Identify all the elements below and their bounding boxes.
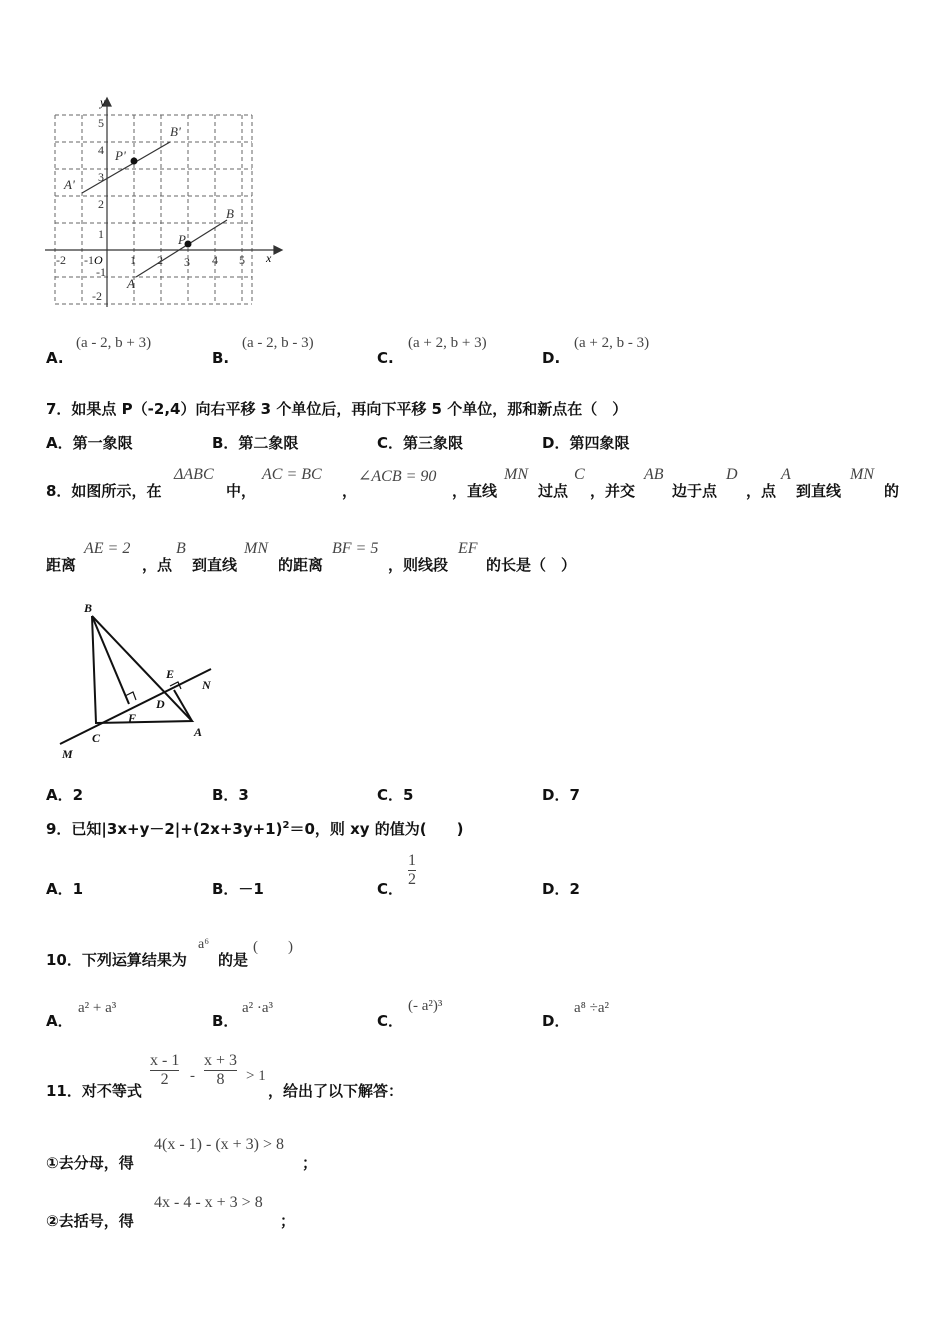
q10-option-d-expr: a⁸ ÷a² xyxy=(574,1000,610,1016)
x-tick: 4 xyxy=(212,253,218,267)
y-axis-label: y xyxy=(100,95,106,109)
y-tick: -2 xyxy=(92,289,102,303)
q11-step-label: ①去分母，得 xyxy=(46,1154,134,1172)
label-e: E xyxy=(166,667,175,681)
y-tick: 2 xyxy=(98,197,104,211)
q8-figure xyxy=(54,596,224,766)
q8-text: 中， xyxy=(226,482,257,500)
q8-option-b: B．3 xyxy=(212,786,249,804)
y-tick: 4 xyxy=(98,143,104,157)
q11-step-2 xyxy=(46,1194,926,1228)
x-tick-labels xyxy=(56,253,245,269)
q6-options xyxy=(46,335,926,367)
q10-option-d-letter: D． xyxy=(542,1012,570,1030)
point-p-prime-dot xyxy=(131,158,138,165)
q8-stem-line1 xyxy=(46,466,926,500)
label-a: A xyxy=(194,725,203,739)
q8-option-d: D．7 xyxy=(542,786,580,804)
q8-math: MN xyxy=(850,466,874,483)
q9-text: ＝0，则 xy 的值为( ) xyxy=(289,820,464,838)
q6-option-b-expr: (a - 2, b - 3) xyxy=(242,335,314,351)
q6-option-d-letter: D. xyxy=(542,349,561,367)
q7-option-c: C．第三象限 xyxy=(377,434,464,452)
q8-option-c: C．5 xyxy=(377,786,414,804)
q9-option-b: B．－1 xyxy=(212,880,264,898)
x-tick: 2 xyxy=(157,253,163,267)
denominator: 8 xyxy=(216,1071,225,1088)
denominator: 2 xyxy=(160,1071,169,1088)
label-a-prime: A' xyxy=(64,177,75,192)
q8-math: A xyxy=(781,466,791,483)
q8-text: 边于点 xyxy=(672,482,718,500)
q11-stem xyxy=(46,1052,926,1102)
label-c: C xyxy=(92,731,101,745)
x-tick: -2 xyxy=(56,253,66,267)
coordinate-figure xyxy=(40,92,290,322)
q8-text: ，直线 xyxy=(452,482,498,500)
q11-step-expr: 4(x - 1) - (x + 3) > 8 xyxy=(154,1136,285,1153)
q9-stem xyxy=(46,818,464,839)
q8-option-a: A．2 xyxy=(46,786,84,804)
q8-text: 的距离 xyxy=(278,556,324,574)
q10-math: a⁶ xyxy=(198,937,210,952)
q8-math: ΔABC xyxy=(174,466,214,483)
q11-minus: - xyxy=(190,1068,195,1084)
q8-math: MN xyxy=(244,540,268,557)
q10-math: ( ) xyxy=(253,939,293,955)
numerator: x - 1 xyxy=(150,1052,180,1069)
q8-text: ，则线段 xyxy=(388,556,449,574)
q7-options xyxy=(46,432,926,454)
q8-text: 过点 xyxy=(538,482,569,500)
q10-option-a-letter: A． xyxy=(46,1012,73,1030)
q7-option-d: D．第四象限 xyxy=(542,434,630,452)
x-tick: 5 xyxy=(239,253,245,267)
q7-option-a: A．第一象限 xyxy=(46,434,133,452)
q8-math: EF xyxy=(458,540,478,557)
label-b-prime: B' xyxy=(170,124,181,139)
q8-text: 到直线 xyxy=(796,482,842,500)
q10-option-c-letter: C． xyxy=(377,1012,404,1030)
q10-text: 的是 xyxy=(218,951,249,969)
q10-stem xyxy=(46,935,926,969)
q8-text: 到直线 xyxy=(192,556,238,574)
q11-text: 11．对不等式 xyxy=(46,1082,142,1100)
q8-math: B xyxy=(176,540,186,557)
q6-option-c-expr: (a + 2, b + 3) xyxy=(408,335,487,351)
q7-option-b: B．第二象限 xyxy=(212,434,299,452)
q9-options xyxy=(46,850,926,900)
denominator: 2 xyxy=(408,871,416,888)
q9-option-c-fraction xyxy=(408,852,416,889)
label-n: N xyxy=(202,678,211,692)
q8-text: ， xyxy=(342,482,358,500)
q11-step-label: ②去括号，得 xyxy=(46,1212,134,1230)
label-b: B xyxy=(84,601,93,615)
q11-step-end: ； xyxy=(302,1154,318,1172)
q8-options xyxy=(46,784,926,806)
x-tick: -1 xyxy=(84,253,94,267)
q7-stem: 7．如果点 P（-2,4）向右平移 3 个单位后，再向下平移 5 个单位，那和新点在（ ） xyxy=(46,400,628,418)
q8-point-labels xyxy=(61,601,212,761)
q8-math: D xyxy=(726,466,738,483)
q8-stem-line2 xyxy=(46,540,926,574)
q8-math: BF = 5 xyxy=(332,540,379,557)
y-tick: 5 xyxy=(98,116,104,130)
numerator: x + 3 xyxy=(204,1052,238,1069)
x-tick: 3 xyxy=(184,255,190,269)
q10-text: 10．下列运算结果为 xyxy=(46,951,187,969)
q9-text: 9．已知|3x+y－2|+(2x+3y+1) xyxy=(46,820,283,838)
numerator: 1 xyxy=(408,852,416,869)
q11-gt: > 1 xyxy=(246,1068,266,1084)
label-m: M xyxy=(62,747,73,761)
q11-step-1 xyxy=(46,1136,926,1170)
q10-options xyxy=(46,996,926,1030)
q8-text: 距离 xyxy=(46,556,77,574)
q9-exponent: 2 xyxy=(282,820,290,831)
q8-math: C xyxy=(574,466,585,483)
q8-text: ，点 xyxy=(746,482,777,500)
q9-option-a: A．1 xyxy=(46,880,84,898)
label-d: D xyxy=(156,697,165,711)
q11-step-end: ； xyxy=(280,1212,296,1230)
q9-option-c-letter: C． xyxy=(377,880,404,898)
q8-math: ∠ACB = 90 xyxy=(358,468,437,485)
q8-math: MN xyxy=(504,466,528,483)
q8-text: 的 xyxy=(884,482,900,500)
y-tick: -1 xyxy=(96,265,106,279)
q11-fraction-1 xyxy=(150,1052,179,1089)
q6-option-c-letter: C. xyxy=(377,349,394,367)
q10-option-b-letter: B． xyxy=(212,1012,239,1030)
label-f: F xyxy=(128,711,137,725)
q6-option-a-letter: A. xyxy=(46,349,64,367)
q11-fraction-2 xyxy=(204,1052,237,1089)
label-a: A xyxy=(127,276,135,291)
q11-step-expr: 4x - 4 - x + 3 > 8 xyxy=(154,1194,263,1211)
q10-option-c-expr: (- a²)³ xyxy=(408,998,443,1014)
q8-text: 的长是（ ） xyxy=(486,556,577,574)
q10-option-b-expr: a² ·a³ xyxy=(242,1000,274,1016)
q8-math: AB xyxy=(644,466,664,483)
q8-math: AC = BC xyxy=(262,466,322,483)
q8-math: AE = 2 xyxy=(84,540,131,557)
y-tick-labels xyxy=(92,116,106,303)
label-b: B xyxy=(226,206,234,221)
axes xyxy=(45,98,282,307)
q10-option-a-expr: a² + a³ xyxy=(78,1000,117,1016)
label-p-prime: P' xyxy=(115,148,126,163)
q6-option-a-expr: (a - 2, b + 3) xyxy=(76,335,152,351)
q6-option-d-expr: (a + 2, b - 3) xyxy=(574,335,650,351)
y-tick: 1 xyxy=(98,227,104,241)
x-tick: 1 xyxy=(130,253,136,267)
x-axis-label: x xyxy=(266,251,272,265)
q8-text: ，并交 xyxy=(590,482,636,500)
origin-label: O xyxy=(94,253,103,267)
grid xyxy=(55,115,252,304)
q6-option-b-letter: B. xyxy=(212,349,230,367)
q9-option-d: D．2 xyxy=(542,880,580,898)
q11-text: ，给出了以下解答： xyxy=(268,1082,404,1100)
label-p: P xyxy=(178,232,186,247)
q8-text: ，点 xyxy=(142,556,173,574)
q8-text: 8．如图所示，在 xyxy=(46,482,162,500)
y-tick: 3 xyxy=(98,170,104,184)
